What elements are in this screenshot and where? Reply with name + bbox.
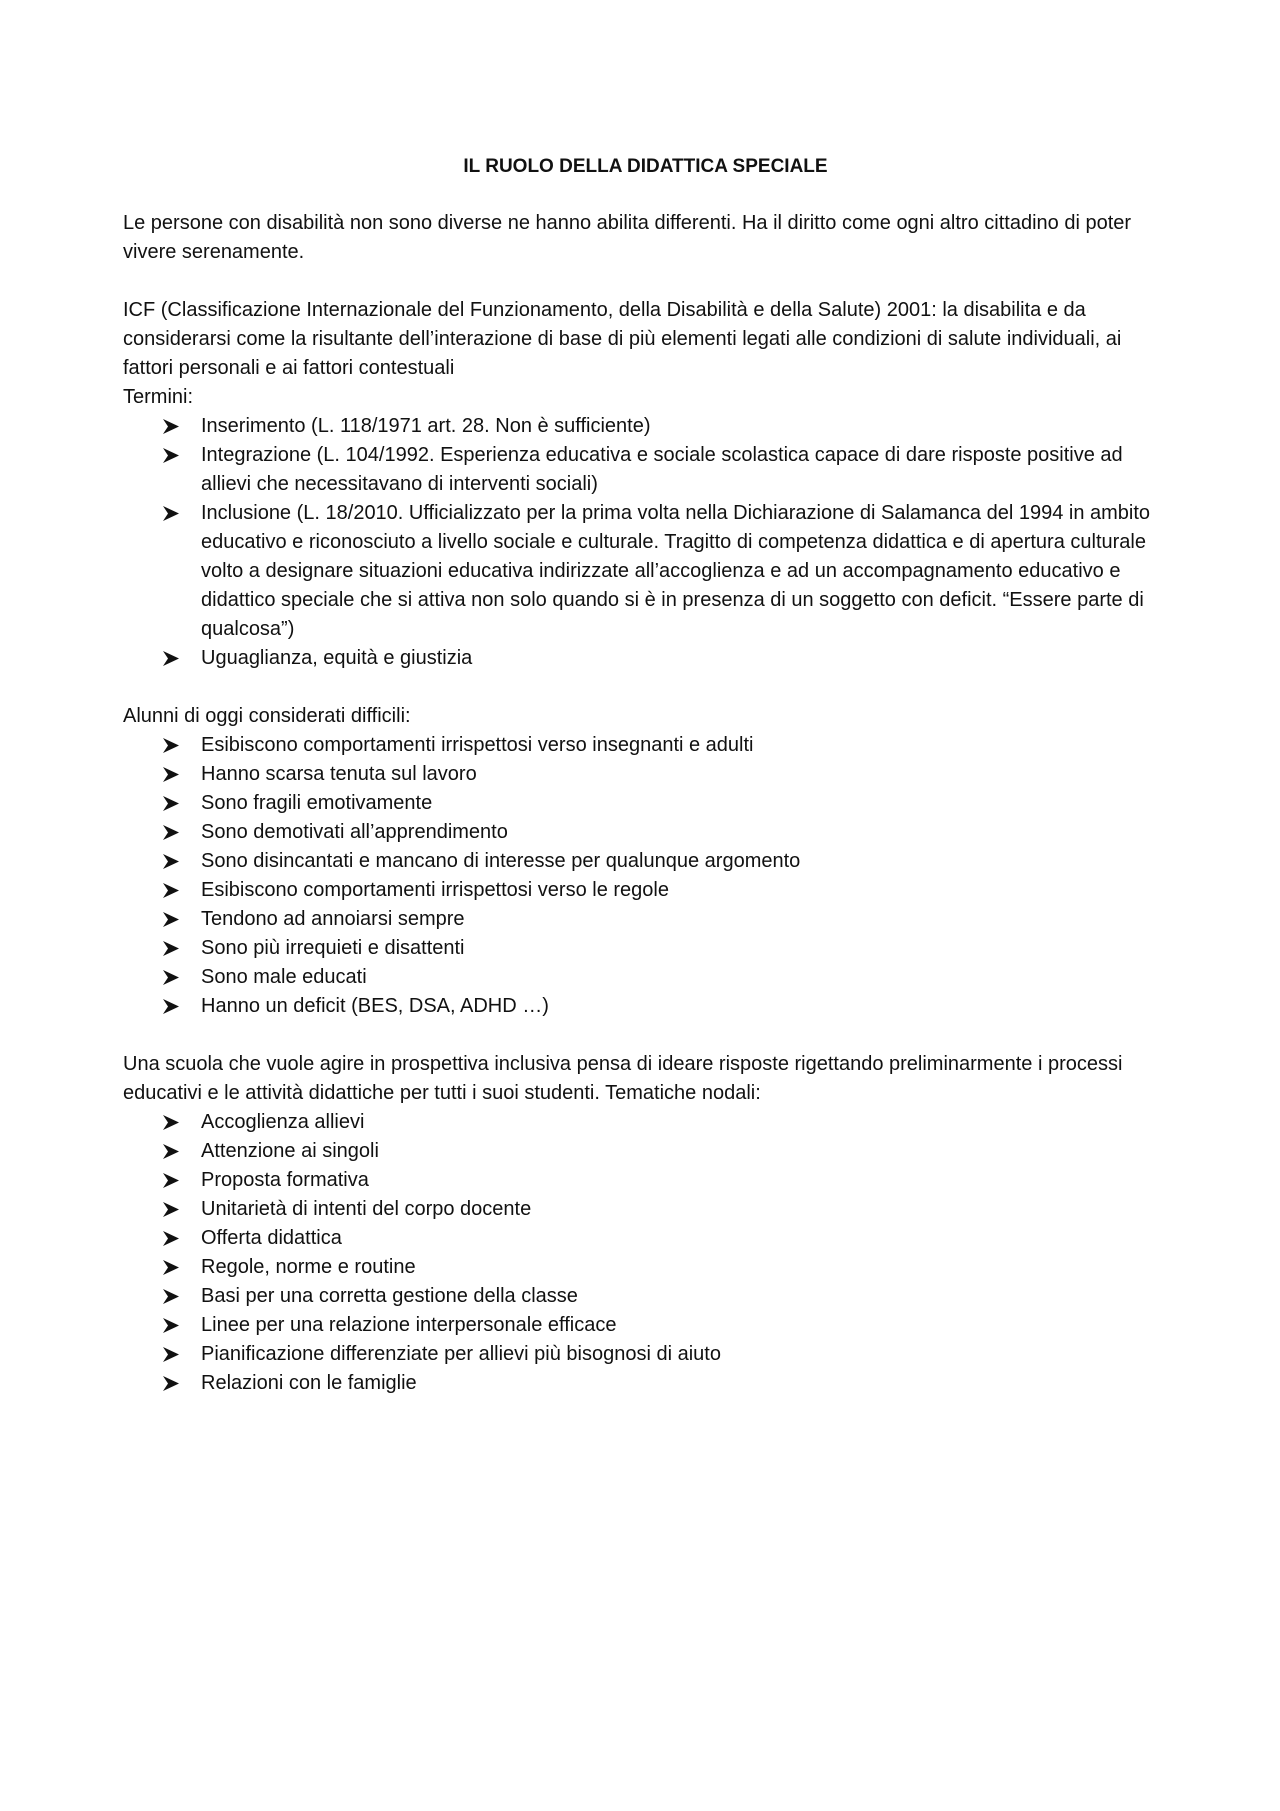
list-item-text: Basi per una corretta gestione della classe [201,1285,578,1307]
arrowhead-bullet-icon [163,1108,181,1137]
arrowhead-bullet-icon [163,847,181,876]
list-item [123,731,1168,760]
list-item-text: Sono più irrequieti e disattenti [201,937,465,959]
list-item [123,1253,1168,1282]
arrowhead-bullet-icon [163,1253,181,1282]
arrowhead-bullet-icon [163,441,181,470]
list-item [123,412,1168,441]
spacer [123,1021,1168,1050]
list-item-text: Sono disincantati e mancano di interesse per qualunque argomento [201,850,801,872]
list-item-text: Uguaglianza, equità e giustizia [201,647,473,669]
list-item-text: Inserimento (L. 118/1971 art. 28. Non è sufficiente) [201,415,651,437]
list-item-text: Hanno un deficit (BES, DSA, ADHD …) [201,995,549,1017]
list-item [123,1166,1168,1195]
list-item-text: Hanno scarsa tenuta sul lavoro [201,763,477,785]
terms-list [123,412,1168,673]
list-item [123,1108,1168,1137]
list-item-text: Sono male educati [201,966,367,988]
list-item-text: Unitarietà di intenti del corpo docente [201,1198,532,1220]
list-item-text: Linee per una relazione interpersonale efficace [201,1314,617,1336]
list-item [123,1282,1168,1311]
list-item-text: Sono demotivati all’apprendimento [201,821,508,843]
list-item [123,818,1168,847]
list-item [123,1224,1168,1253]
arrowhead-bullet-icon [163,412,181,441]
arrowhead-bullet-icon [163,789,181,818]
list-item [123,1195,1168,1224]
arrowhead-bullet-icon [163,963,181,992]
spacer [123,673,1168,702]
list-item [123,499,1168,644]
intro-paragraph: Le persone con disabilità non sono diverse ne hanno abilita differenti. Ha il diritto come ogni altro cittadino di poter vivere serenamente. [123,212,1132,263]
list-item-text: Accoglienza allievi [201,1111,365,1133]
list-item-text: Esibiscono comportamenti irrispettosi verso le regole [201,879,669,901]
list-item [123,644,1168,673]
arrowhead-bullet-icon [163,499,181,528]
page-title: IL RUOLO DELLA DIDATTICA SPECIALE [463,156,828,177]
list-item [123,1340,1168,1369]
arrowhead-bullet-icon [163,818,181,847]
list-item-text: Regole, norme e routine [201,1256,416,1278]
list-item [123,1137,1168,1166]
list-item [123,963,1168,992]
list-item [123,934,1168,963]
list-item [123,789,1168,818]
arrowhead-bullet-icon [163,1224,181,1253]
arrowhead-bullet-icon [163,905,181,934]
arrowhead-bullet-icon [163,876,181,905]
arrowhead-bullet-icon [163,1282,181,1311]
list-item-text: Attenzione ai singoli [201,1140,379,1162]
list-item-text: Tendono ad annoiarsi sempre [201,908,465,930]
list-item-text: Proposta formativa [201,1169,369,1191]
list-item-text: Sono fragili emotivamente [201,792,433,814]
arrowhead-bullet-icon [163,1311,181,1340]
arrowhead-bullet-icon [163,1195,181,1224]
list-item-text: Esibiscono comportamenti irrispettosi verso insegnanti e adulti [201,734,754,756]
list-item-text: Offerta didattica [201,1227,342,1249]
list-item-text: Integrazione (L. 104/1992. Esperienza educativa e sociale scolastica capace di dare risposte positive ad allievi che necessitavano di interventi sociali) [201,444,1123,495]
arrowhead-bullet-icon [163,644,181,673]
list-item [123,441,1168,499]
arrowhead-bullet-icon [163,934,181,963]
list-item [123,905,1168,934]
arrowhead-bullet-icon [163,731,181,760]
spacer [123,267,1168,296]
list-item [123,760,1168,789]
arrowhead-bullet-icon [163,992,181,1021]
arrowhead-bullet-icon [163,1369,181,1398]
arrowhead-bullet-icon [163,1166,181,1195]
list-item-text: Pianificazione differenziate per allievi più bisognosi di aiuto [201,1343,721,1365]
document-page [123,152,1168,1398]
students-list [123,731,1168,1021]
arrowhead-bullet-icon [163,1137,181,1166]
themes-list [123,1108,1168,1398]
list-item [123,847,1168,876]
list-item [123,1369,1168,1398]
terms-label: Termini: [123,386,194,408]
icf-paragraph: ICF (Classificazione Internazionale del Funzionamento, della Disabilità e della Salute) 2001: la disabilita e da considerarsi come la risultante dell’interazione di base di più elementi legati alle condizioni di salute individuali, ai fattori personali e ai fattori contestuali [123,299,1122,379]
list-item [123,992,1168,1021]
arrowhead-bullet-icon [163,760,181,789]
list-item [123,876,1168,905]
school-paragraph: Una scuola che vuole agire in prospettiva inclusiva pensa di ideare risposte rigettando preliminarmente i processi educativi e le attività didattiche per tutti i suoi studenti. Tematiche nodali: [123,1053,1123,1104]
students-label: Alunni di oggi considerati difficili: [123,705,411,727]
list-item-text: Inclusione (L. 18/2010. Ufficializzato per la prima volta nella Dichiarazione di Salamanca del 1994 in ambito educativo e riconosciuto a livello sociale e culturale. Tragitto di competenza didattica e di apertura culturale volto a designare situazioni educativa indirizzate all’accoglienza e ad un accompagnamento educativo e didattico speciale che si attiva non solo quando si è in presenza di un soggetto con deficit. “Essere parte di qualcosa”) [201,502,1151,640]
arrowhead-bullet-icon [163,1340,181,1369]
list-item-text: Relazioni con le famiglie [201,1372,417,1394]
list-item [123,1311,1168,1340]
